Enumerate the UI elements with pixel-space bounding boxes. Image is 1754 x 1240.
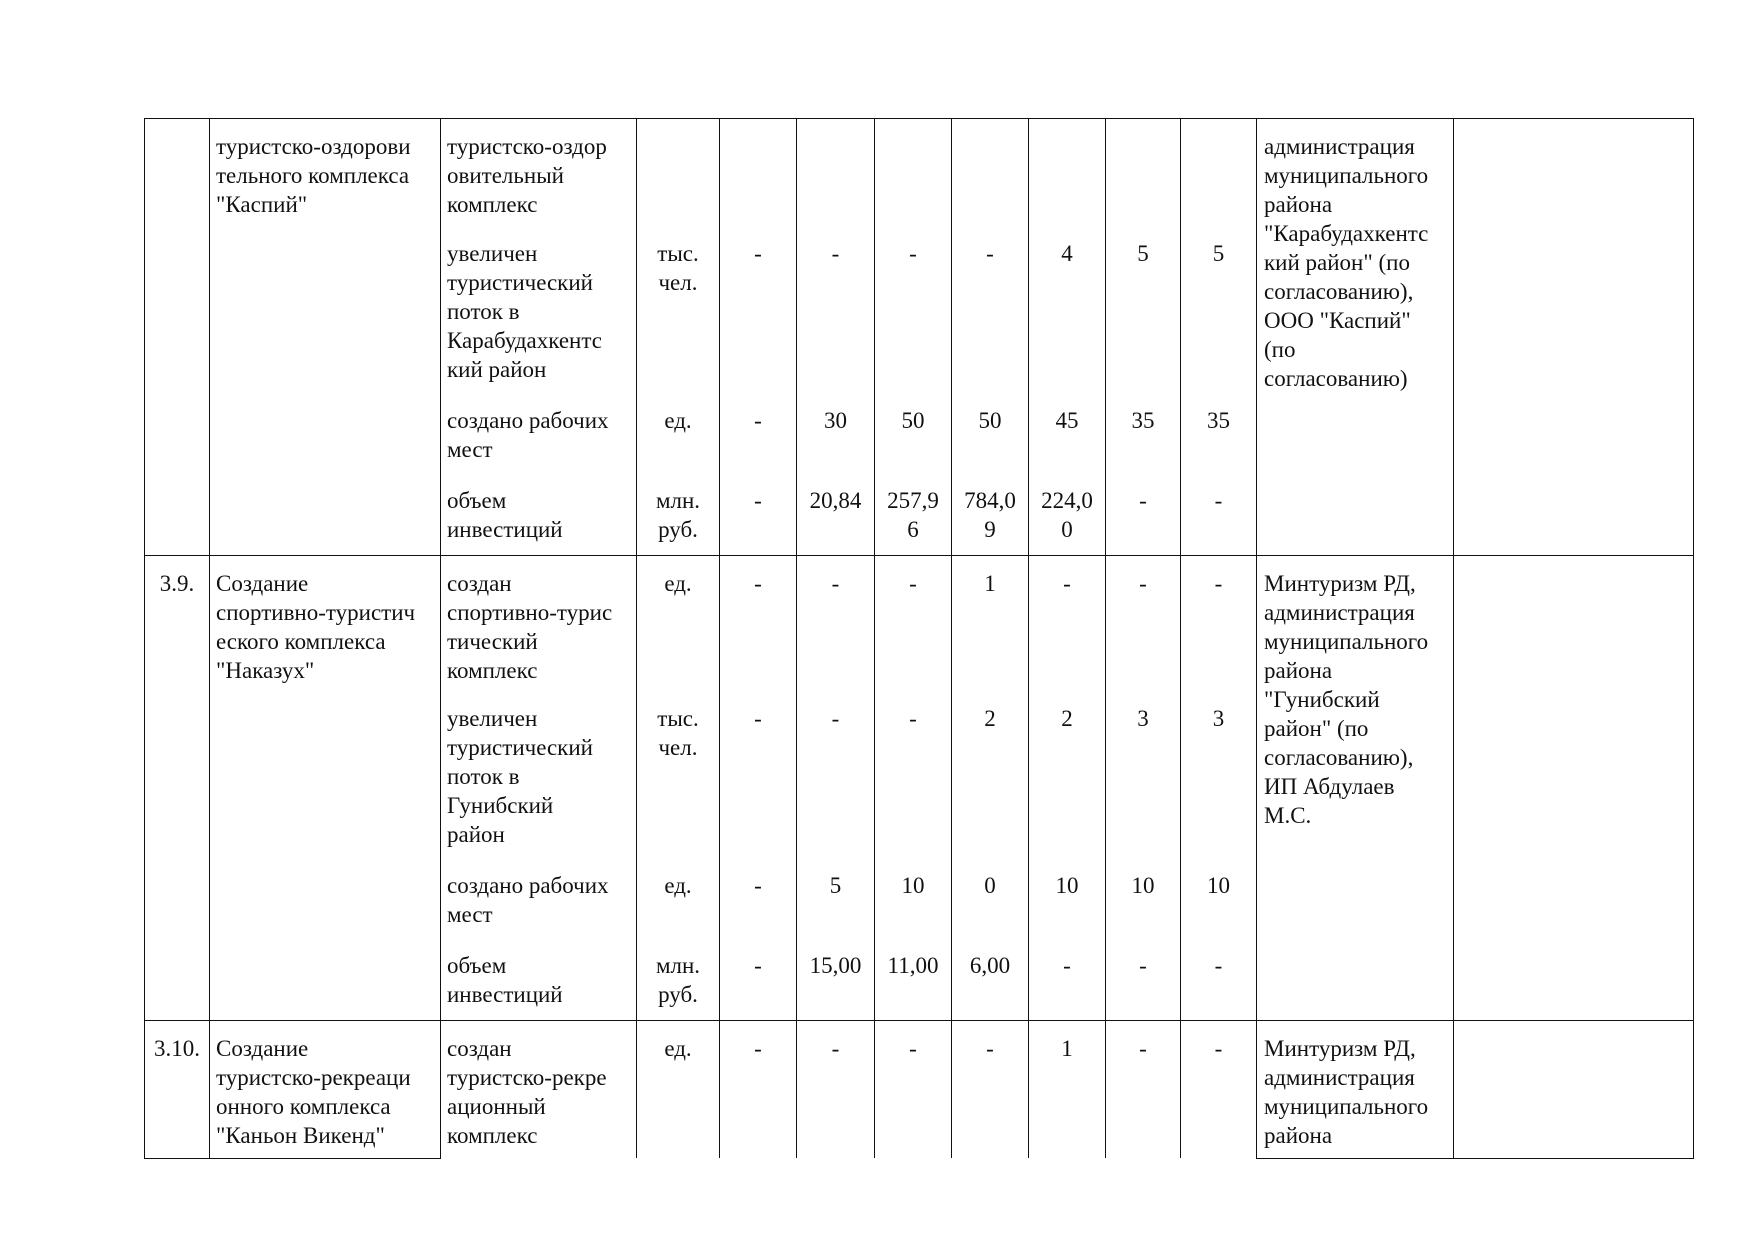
row-3-9-ind4-y3: 11,00 [887, 953, 939, 978]
col-border-y5 [1105, 118, 1106, 1158]
row-3-10-name: Создание туристско-рекреаци онного комплекса "Каньон Викенд" [216, 1036, 411, 1148]
row-3-9-ind3-y5: 10 [1055, 873, 1079, 898]
row-3-8-ind4-y3: 257,9 6 [887, 488, 939, 542]
row-3-9-ind3-y2: 5 [829, 873, 842, 898]
col-border-num [209, 118, 210, 1159]
row-3-9-ind2-y6: 3 [1137, 706, 1149, 731]
row-3-9-ind3-y1: - [754, 873, 762, 898]
row-3-9-ind2-y2: - [831, 706, 840, 731]
row-3-8-ind2-y5: 4 [1061, 241, 1073, 266]
row-3-8-ind3-y6: 35 [1131, 408, 1155, 433]
row-3-9-ind3-y7: 10 [1207, 873, 1230, 898]
row-3-9-ind4-y2: 15,00 [809, 953, 862, 978]
row-3-8-name: туристско-оздорови тельного комплекса "Каспий" [216, 134, 411, 217]
row-3-9-ind1-y2: - [831, 571, 840, 596]
col-border-y2 [874, 118, 875, 1158]
row-3-9-ind3-y4: 0 [984, 873, 996, 898]
row-3-8-ind4-y6: - [1139, 488, 1147, 513]
row-3-8-ind3-unit: ед. [664, 408, 692, 433]
col-border-unit [719, 118, 720, 1158]
row-3-8-ind3-y7: 35 [1207, 408, 1230, 433]
row-3-9-ind3-label: создано рабочих мест [447, 873, 609, 927]
row-3-10-ind1-y1: - [754, 1036, 762, 1061]
row-divider-3-10 [144, 1020, 1694, 1021]
row-3-10-ind1-y5: 1 [1061, 1036, 1073, 1061]
row-3-9-ind4-unit: млн. руб. [655, 953, 701, 1007]
row-3-9-ind3-unit: ед. [664, 873, 692, 898]
row-3-8-ind2-y7: 5 [1212, 241, 1225, 266]
row-3-8-ind3-y5: 45 [1055, 408, 1079, 433]
row-3-9-ind4-y6: - [1139, 953, 1147, 978]
row-3-10-ind1-unit: ед. [664, 1036, 692, 1061]
row-3-10-ind1-y6: - [1139, 1036, 1147, 1061]
row-3-9-ind1-y6: - [1139, 571, 1147, 596]
row-3-9-ind1-y3: - [909, 571, 917, 596]
row-3-9-ind2-y1: - [754, 706, 762, 731]
row-3-8-ind2-y3: - [909, 241, 917, 266]
row-3-8-ind3-y2: 30 [824, 408, 847, 433]
row-3-8-ind2-y1: - [754, 241, 762, 266]
row-3-9-ind1-label: создан спортивно-турис тический комплекс [447, 571, 613, 683]
col-border-y7 [1256, 118, 1257, 1159]
row-3-9-ind4-y1: - [754, 953, 762, 978]
col-border-responsible [1453, 118, 1454, 1159]
row-3-9-ind3-y3: 10 [901, 873, 925, 898]
row-3-9-ind4-label: объем инвестиций [447, 953, 563, 1007]
row-3-9-ind2-label: увеличен туристический поток в Гунибский район [447, 706, 593, 847]
row-3-8-ind4-y4: 784,0 9 [964, 488, 1016, 542]
row-3-8-ind3-y4: 50 [978, 408, 1002, 433]
row-3-10-ind1-y7: - [1214, 1036, 1223, 1061]
row-3-8-responsible: администрация муниципального района "Карабудахкентс кий район" (по согласованию), ООО "Каспий" (по согласованию) [1264, 134, 1429, 391]
row-3-8-ind4-y7: - [1214, 488, 1223, 513]
row-3-10-responsible: Минтуризм РД, администрация муниципального района [1264, 1036, 1429, 1148]
row-3-10-number: 3.10. [154, 1036, 200, 1061]
row-3-9-ind3-y6: 10 [1131, 873, 1155, 898]
row-3-10-ind1-label: создан туристско-рекре ационный комплекс [447, 1036, 607, 1148]
col-border-y6 [1180, 118, 1181, 1158]
col-border-y4 [1028, 118, 1029, 1158]
row-3-8-ind2-y6: 5 [1137, 241, 1149, 266]
row-3-8-ind4-y1: - [754, 488, 762, 513]
row-3-8-ind1-label: туристско-оздор овительный комплекс [447, 134, 607, 217]
row-3-9-ind4-y7: - [1214, 953, 1223, 978]
row-3-9-ind1-y5: - [1063, 571, 1071, 596]
row-3-8-ind4-unit: млн. руб. [655, 488, 701, 542]
col-border-right [1693, 118, 1694, 1159]
row-3-9-ind2-y3: - [909, 706, 917, 731]
row-3-8-ind3-label: создано рабочих мест [447, 408, 609, 462]
row-divider-3-9 [144, 555, 1694, 556]
row-3-9-responsible: Минтуризм РД, администрация муниципального района "Гунибский район" (по согласованию), ИП Абдулаев М.С. [1264, 571, 1429, 828]
col-border-left [144, 118, 145, 1159]
row-3-8-ind2-unit: тыс. чел. [657, 241, 699, 295]
row-3-8-ind3-y3: 50 [901, 408, 925, 433]
row-3-10-ind1-y2: - [831, 1036, 840, 1061]
col-border-y1 [796, 118, 797, 1158]
row-3-9-ind2-unit: тыс. чел. [657, 706, 699, 760]
row-3-8-ind2-label: увеличен туристический поток в Карабудахкентс кий район [447, 241, 602, 382]
row-3-9-ind1-y4: 1 [984, 571, 996, 596]
row-3-10-ind1-y3: - [909, 1036, 917, 1061]
row-3-8-ind2-y2: - [831, 241, 840, 266]
col-border-name [440, 118, 441, 1159]
table-bottom-border-right [1256, 1158, 1694, 1159]
row-3-9-ind4-y5: - [1063, 953, 1071, 978]
row-3-9-ind1-y7: - [1214, 571, 1223, 596]
row-3-8-ind2-y4: - [986, 241, 994, 266]
row-3-9-number: 3.9. [159, 571, 195, 596]
row-3-9-ind2-y5: 2 [1061, 706, 1073, 731]
row-3-8-ind3-y1: - [754, 408, 762, 433]
row-3-8-ind4-y2: 20,84 [809, 488, 862, 513]
row-3-9-name: Создание спортивно-туристич еского комплекса "Наказух" [216, 571, 416, 683]
row-3-9-ind1-y1: - [754, 571, 762, 596]
table-bottom-border-left [144, 1158, 440, 1159]
row-3-8-ind4-label: объем инвестиций [447, 488, 563, 542]
table-top-border [144, 118, 1694, 119]
row-3-9-ind1-unit: ед. [664, 571, 692, 596]
row-3-8-ind4-y5: 224,0 0 [1041, 488, 1093, 542]
col-border-y3 [951, 118, 952, 1158]
row-3-10-ind1-y4: - [986, 1036, 994, 1061]
row-3-9-ind2-y7: 3 [1212, 706, 1225, 731]
row-3-9-ind2-y4: 2 [984, 706, 996, 731]
row-3-9-ind4-y4: 6,00 [969, 953, 1011, 978]
